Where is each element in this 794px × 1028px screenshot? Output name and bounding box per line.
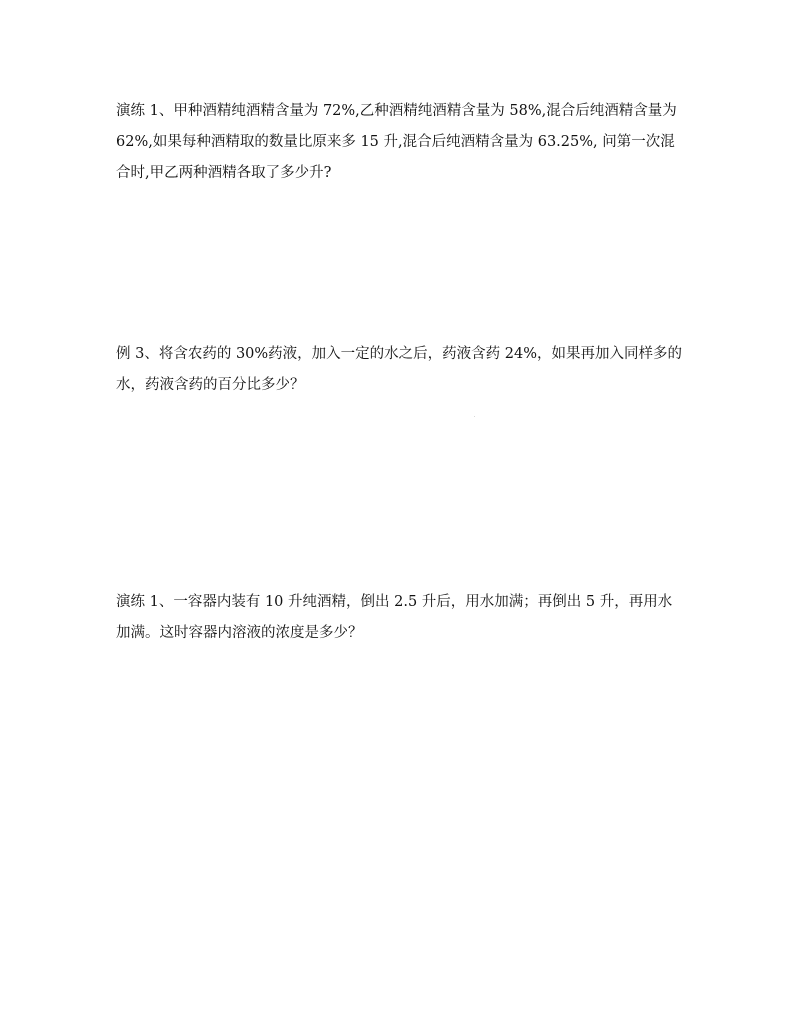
problem-example-3-pesticide-dilution: 例 3、将含农药的 30%药液，加入一定的水之后，药液含药 24%，如果再加入同样多的水，药液含药的百分比多少？: [116, 346, 683, 393]
problem-practice-1-alcohol-mixing: 演练 1、甲种酒精纯酒精含量为 72%,乙种酒精纯酒精含量为 58%,混合后纯酒精含量为 62%,如果每种酒精取的数量比原来多 15 升,混合后纯酒精含量为 63.25%, 问第一次混合时,甲乙两种酒精各取了多少升?: [116, 103, 677, 181]
scan-speck: [474, 416, 475, 417]
problem-practice-1-container-concentration: 演练 1、一容器内装有 10 升纯酒精，倒出 2.5 升后，用水加满；再倒出 5 升，再用水加满。这时容器内溶液的浓度是多少？: [116, 594, 673, 641]
